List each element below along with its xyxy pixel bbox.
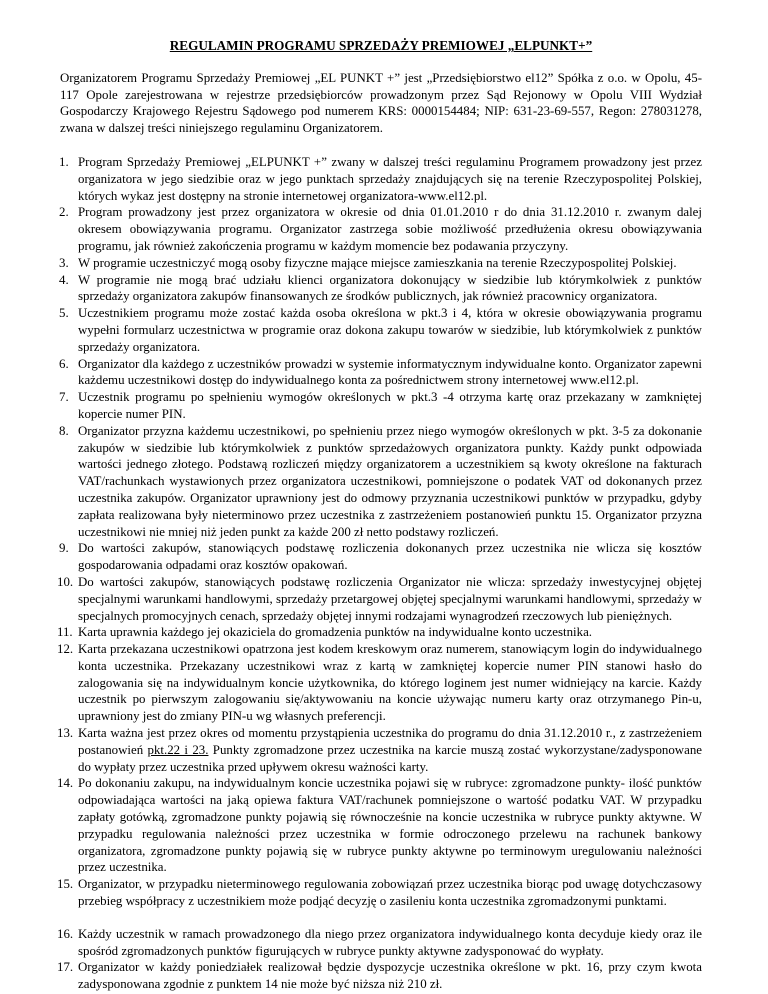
rule-text-b: Punkty zgromadzone przez uczestnika na karcie muszą zostać wykorzystane/zadysponowane do wypłaty przez uczestnika przed upływem okresu ważności karty.: [78, 742, 702, 774]
rule-number: 4.: [59, 272, 69, 287]
rule-number: 15.: [57, 877, 74, 892]
rule-text: W programie uczestniczyć mogą osoby fizyczne mające miejsce zamieszkania na terenie Rzeczypospolitej Polskiej.: [78, 255, 677, 270]
rule-number: 12.: [57, 642, 74, 657]
rule-item: [57, 959, 702, 993]
rule-number: 7.: [59, 390, 69, 405]
rules-list: [57, 154, 702, 910]
rule-text: Do wartości zakupów, stanowiących podstawę rozliczenia Organizator nie wlicza: sprzedaży inwestycyjnej objętej specjalnymi warunkami handlowymi, sprzedaży przetargowej objętej specjalnymi warunkami handlowymi, sprzedaży w specjalnych promocyjnych cenach, sprzedaży objętej innymi rodzajami wynagrodzeń rzeczowych lub pieniężnych.: [78, 574, 702, 623]
rule-number: 17.: [57, 960, 74, 975]
rule-item: [57, 641, 702, 725]
rule-item: [60, 255, 702, 272]
rule-number: 5.: [59, 306, 69, 321]
document-title: REGULAMIN PROGRAMU SPRZEDAŻY PREMIOWEJ „ELPUNKT+”: [169, 38, 593, 53]
rule-item: [60, 305, 702, 355]
rule-text: Karta uprawnia każdego jej okaziciela do gromadzenia punktów na indywidualne konto uczestnika.: [78, 625, 593, 640]
rule-item: [60, 204, 702, 254]
rule-item: [60, 272, 702, 306]
rule-text: W programie nie mogą brać udziału klienci organizatora dokonujący w siedzibie lub którymkolwiek z punktów sprzedaży organizatora zakupów finansowanych ze środków publicznych, jak również pracownicy organizatora.: [78, 272, 702, 304]
rule-text: Program prowadzony jest przez organizatora w okresie od dnia 01.01.2010 r do dnia 31.12.2010 r. zwanym dalej okresem obowiązywania programu. Organizator zastrzega sobie możliwość przedłużenia okresu obowiązywania programu, jak również zakończenia programu w każdym momencie bez podawania przyczyny.: [78, 205, 702, 253]
rule-item: [60, 154, 702, 204]
paragraph-gap: [60, 910, 702, 926]
rule-number: 6.: [59, 356, 69, 371]
intro-paragraph: Organizatorem Programu Sprzedaży Premiowej „EL PUNKT +” jest „Przedsiębiorstwo el12” Spółka z o.o. w Opolu, 45-117 Opole zarejestrowana w rejestrze przedsiębiorców prowadzonym przez Sąd Rejonowy w Opolu VIII Wydział Gospodarczy Krajowego Rejestru Sądowego pod numerem KRS: 0000154484; NIP: 631-23-69-557, Regon: 278031278, zwana w dalszej treści niniejszego regulaminu Organizatorem.: [60, 70, 702, 136]
rule-text: Program Sprzedaży Premiowej „ELPUNKT +” zwany w dalszej treści regulaminu Programem prowadzony jest przez organizatora w jego siedzibie oraz w jego punktach sprzedaży znajdujących się na terenie Rzeczypospolitej Polskiej, których wykaz jest dostępny na stronie internetowej organizatora-www.el12.pl.: [78, 154, 702, 203]
rule-text: Do wartości zakupów, stanowiących podstawę rozliczenia dokonanych przez uczestnika nie wlicza się kosztów gospodarowania odpadami oraz kosztów opakowań.: [78, 541, 702, 573]
rule-text: Organizator w każdy poniedziałek realizował będzie dyspozycje uczestnika określone w pkt. 16, przy czym kwota zadysponowana zgodnie z punktem 14 nie może być niższa niż 210 zł.: [78, 960, 702, 992]
rule-text-a: Karta ważna jest przez okres od momentu przystąpienia uczestnika do programu do dnia 31.12.2010 r., z zastrzeżeniem postanowień: [78, 726, 702, 757]
rule-item: [57, 725, 702, 775]
rule-text: Karta przekazana uczestnikowi opatrzona jest kodem kreskowym oraz numerem, stanowiącym login do indywidualnego konta uczestnika. Przekazany uczestnikowi wraz z kartą w zamkniętej kopercie numer PIN stanowi hasło do zalogowania się na indywidualnym koncie użytkownika, do którego loginem jest numer widniejący na karcie. Każdy uczestnik po pierwszym zalogowaniu się/aktywowaniu na koncie używając numeru karty oraz otrzymanego Pin-u, uprawniony jest do zmiany PIN-u wg własnych preferencji.: [78, 642, 702, 724]
rule-number: 8.: [59, 423, 69, 438]
rules-list-continued: [57, 926, 702, 993]
rule-item: [60, 356, 702, 390]
rule-text: Po dokonaniu zakupu, na indywidualnym koncie uczestnika pojawi się w rubryce: zgromadzone punkty- ilość punktów odpowiadająca wartości na jaką opiewa faktura VAT/rachunek pomniejszone o wartość podatku VAT. W przypadku zapłaty gotówką, zgromadzone punkty pojawią się równocześnie na koncie uczestnika w rubryce punkty aktywne. W przypadku regulowania należności przez uczestnika w formie odroczonego przelewu na rachunek bankowy organizatora, zgromadzone punkty pojawią się w rubryce punkty aktywne po terminowym uregulowaniu należności przez uczestnika.: [78, 776, 702, 875]
rule-text: Uczestnik programu po spełnieniu wymogów określonych w pkt.3 -4 otrzyma kartę oraz przekazany w zamkniętej kopercie numer PIN.: [78, 390, 702, 421]
rule-item: [60, 389, 702, 423]
rule-text: Organizator przyzna każdemu uczestnikowi, po spełnieniu przez niego wymogów określonych w pkt. 3-5 za dokonanie zakupów w siedzibie lub którymkolwiek z punktów sprzedażowych organizatora punkty. Każdy punkt odpowiada wartości jednego złotego. Podstawą rozliczeń między organizatorem a uczestnikiem są kwoty określone na fakturach VAT/rachunkach wystawionych przez organizatora uczestnikowi, pomniejszone o podatek VAT od dokonanych przez uczestnika zakupów. Organizator uprawniony jest do odmowy przyznania uczestnikowi punktów w przypadku, gdyby zapłata realizowana były nieterminowo przez uczestnika z zastrzeżeniem postanowień punktu 15. Organizator przyzna uczestnikowi nie mniej niż jeden punkt za każde 200 zł netto podstawy rozliczeń.: [78, 423, 702, 539]
rule-item: [57, 876, 702, 910]
rule-item: [57, 775, 702, 876]
rule-number: 11.: [57, 625, 73, 640]
rule-item: [57, 574, 702, 624]
rule-number: 16.: [57, 926, 74, 941]
rule-number: 2.: [59, 205, 69, 220]
rule-number: 1.: [59, 154, 69, 169]
rule-text: Uczestnikiem programu może zostać każda osoba określona w pkt.3 i 4, która w okresie obowiązywania programu wypełni formularz uczestnictwa w programie oraz dokona zakupu towarów w siedzibie, lub którymkolwiek z punktów sprzedaży organizatora.: [78, 306, 702, 354]
rule-reference-link: pkt.22 i 23.: [147, 742, 209, 757]
rule-text: Organizator, w przypadku nieterminowego regulowania zobowiązań przez uczestnika biorąc pod uwagę dotychczasowy przebieg współpracy z uczestnikiem może podjąć decyzję o zasileniu konta uczestnika zgromadzonymi punktami.: [78, 877, 702, 909]
rule-text: Każdy uczestnik w ramach prowadzonego dla niego przez organizatora indywidualnego konta decyduje kiedy oraz ile spośród zgromadzonych punktów figurujących w rubryce punkty aktywne zadysponować do wypłaty.: [78, 926, 702, 958]
rule-number: 14.: [57, 776, 74, 791]
rule-item: [57, 926, 702, 960]
rule-number: 10.: [57, 574, 74, 589]
rule-item: [57, 624, 702, 641]
rule-number: 13.: [57, 726, 74, 741]
rule-text: Organizator dla każdego z uczestników prowadzi w systemie informatycznym indywidualne konto. Organizator zapewni każdemu uczestnikowi dostęp do indywidualnego konta za pośrednictwem strony internetowej www.el12.pl.: [78, 356, 702, 388]
rule-item: [60, 423, 702, 541]
rule-item: [60, 540, 702, 574]
rule-number: 9.: [59, 541, 69, 556]
rule-number: 3.: [59, 255, 69, 270]
